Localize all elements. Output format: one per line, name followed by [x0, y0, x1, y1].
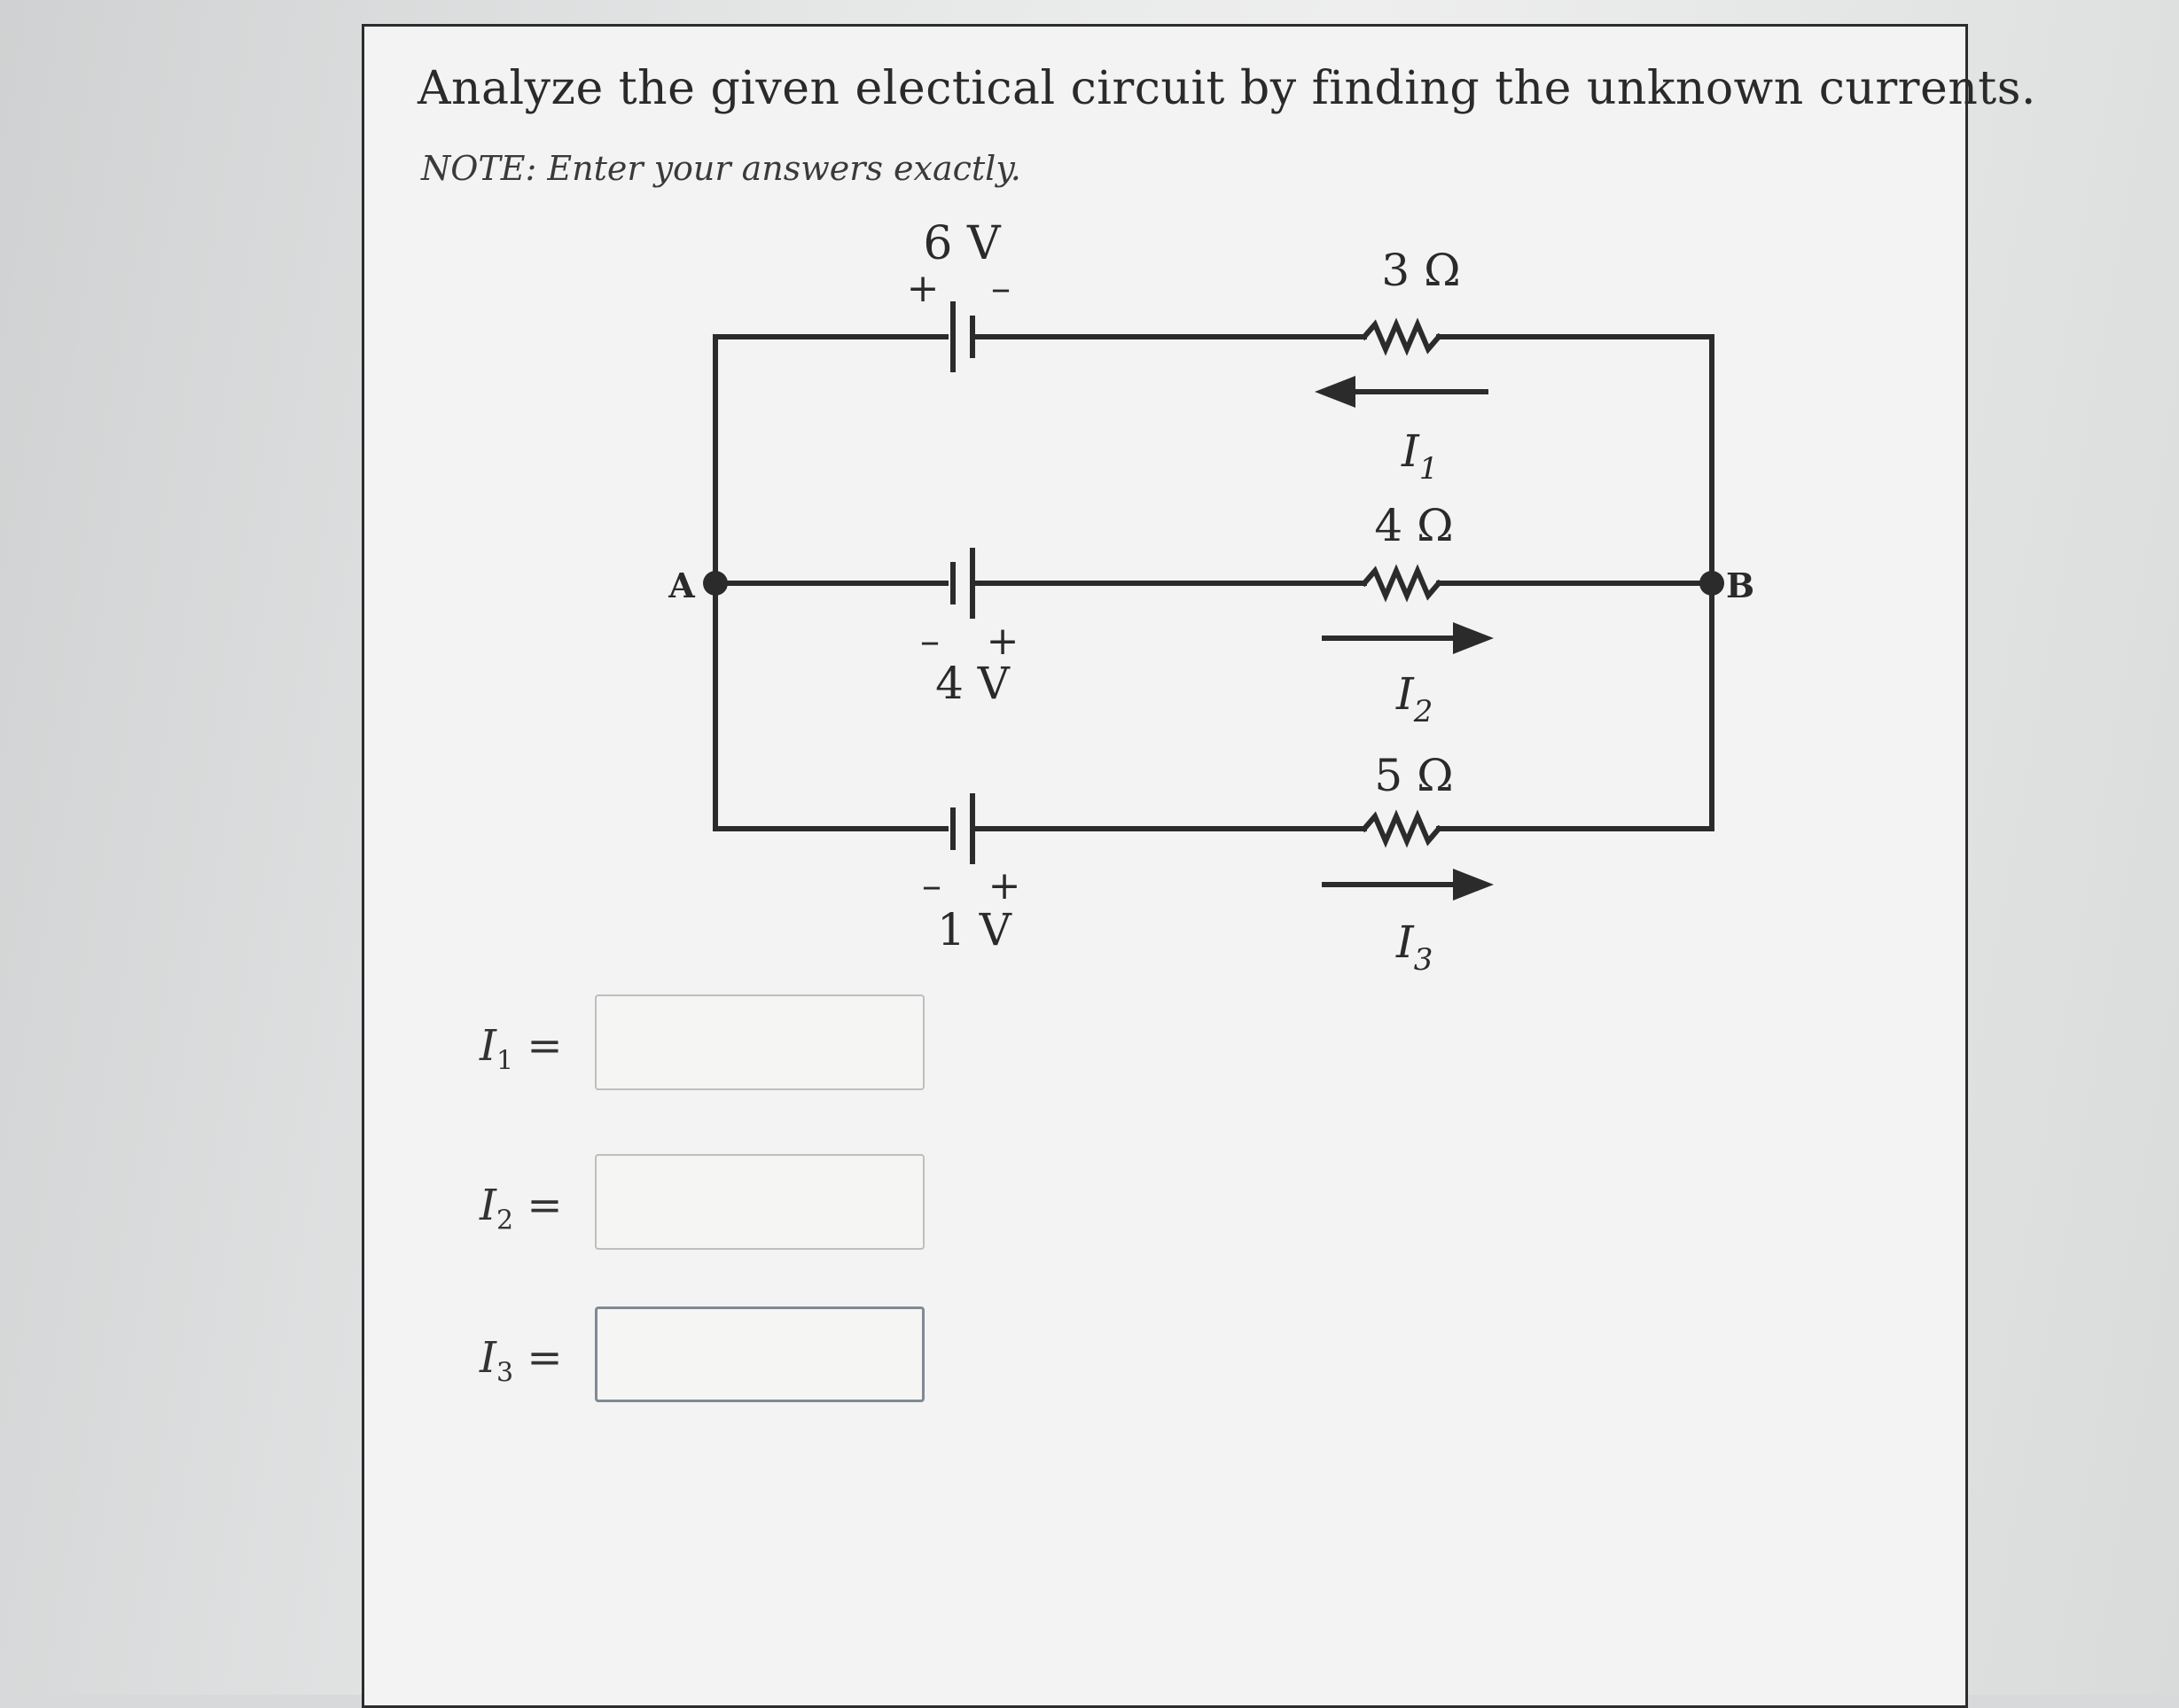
answer-row-i3 — [480, 1306, 1100, 1404]
battery-6v-plus: + — [906, 266, 940, 311]
node-a-label: A — [668, 565, 695, 605]
question-panel — [362, 24, 2036, 1708]
resistor-5ohm-label: 5 Ω — [1374, 750, 1454, 801]
node-b-label: B — [1725, 565, 1755, 605]
resistor-5ohm-zigzag — [1364, 816, 1439, 841]
resistor-3ohm-zigzag — [1364, 324, 1439, 349]
answer-input-i3[interactable] — [595, 1306, 925, 1402]
battery-1v-label: 1 V — [937, 904, 1011, 955]
current-i2-label: $I_2$ — [1396, 668, 1433, 729]
arrow-i1-head — [1315, 376, 1355, 408]
current-i1-label: $I_1$ — [1402, 425, 1439, 487]
battery-1v-minus: – — [922, 863, 941, 909]
arrow-i2-head — [1453, 622, 1494, 654]
answer-input-i1[interactable] — [595, 994, 925, 1090]
question-note: NOTE: Enter your answers exactly. — [421, 149, 1021, 188]
node-a-dot — [703, 571, 728, 596]
battery-4v-label: 4 V — [935, 658, 1010, 709]
circuit-diagram — [364, 27, 1960, 1002]
question-title: Analyze the given electical circuit by finding the unknown currents. — [418, 62, 2036, 115]
battery-6v-label: 6 V — [923, 217, 1001, 270]
node-b-dot — [1699, 571, 1724, 596]
answer-row-i2 — [480, 1154, 1100, 1252]
current-i3-label: $I_3$ — [1396, 916, 1433, 978]
battery-4v-minus: – — [920, 619, 940, 664]
resistor-4ohm-label: 4 Ω — [1374, 500, 1454, 551]
battery-1v-plus: + — [988, 863, 1021, 909]
answer-label-i2: $I_2$ = — [480, 1181, 563, 1236]
answer-input-i2[interactable] — [595, 1154, 925, 1250]
answer-label-i1: $I_1$ = — [480, 1021, 563, 1077]
answer-row-i1 — [480, 994, 1100, 1092]
answer-label-i3: $I_3$ = — [480, 1333, 563, 1389]
battery-6v-minus: – — [991, 266, 1011, 311]
battery-4v-plus: + — [986, 619, 1019, 664]
resistor-3ohm-label: 3 Ω — [1381, 245, 1461, 296]
arrow-i3-head — [1453, 869, 1494, 901]
resistor-4ohm-zigzag — [1364, 571, 1439, 596]
